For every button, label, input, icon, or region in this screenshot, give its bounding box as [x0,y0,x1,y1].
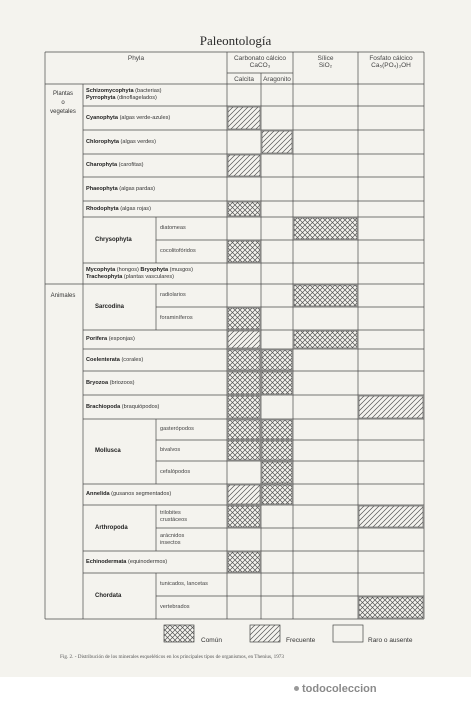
row-label-charo [86,162,144,169]
legend-rare-swatch [333,625,363,642]
cell-common-porif-2 [294,331,357,348]
row-label-porif [86,336,135,343]
kingdom-plantas [43,90,83,117]
legend-frequent-swatch [250,625,280,642]
phylum-name: Cyanophyta [86,114,119,121]
header-silice [293,55,358,69]
figure-caption: Fig. 2. - Distribución de los minerales esqueléticos en los principales tipos de organismos, en Thenius, 1973 [60,654,284,660]
row-label-schizo [86,88,162,95]
cell-frequent-chloro-1 [262,131,292,153]
cell-frequent-arth_a-3 [359,506,423,527]
phylum-name: Charophyta [86,162,118,168]
group-label-chord_a [95,593,121,600]
sub-label-chord_a [160,581,208,587]
sub-label-sarco_a [160,292,186,298]
cell-common-sarco_b-0 [228,308,260,329]
subgroup-name: insectos [160,539,181,546]
phylum-name: Schizomycophyta [86,88,134,94]
header-fosfato-formula: Ca₅(PO₄)₃OH [371,62,411,69]
cell-common-chryso_a-2 [294,218,357,239]
header-fosfato [358,55,424,69]
kingdom-animales: Animales [50,293,76,299]
cell-frequent-charo-0 [228,155,260,176]
phylum-name: Phaeophyta [86,185,118,192]
cell-frequent-porif-0 [228,331,260,348]
phylum-name: Echinodermata [86,558,127,565]
group-label-arth_a [95,525,128,532]
phylum-common-name: (plantas vasculares) [122,273,174,280]
group-label-sarco_a [95,304,124,311]
subgroup-name: diatomeas [160,225,186,231]
phylum-common-name: (hongos) [115,266,141,273]
phylum-name: Pyrrophyta [86,95,116,101]
header-aragonito: Aragonito [263,76,291,83]
header-carbonato [227,55,293,69]
phylum-common-name: (corales) [119,356,144,363]
group-label-chryso_a [95,237,132,244]
subgroup-name: foraminíferos [160,315,193,321]
phylum-common-name: (algas verdes) [118,138,156,145]
subgroup-name: trilobites [160,509,181,516]
row-label-cyano [86,115,170,122]
cell-common-sarco_a-2 [294,285,357,306]
cell-common-moll_a-1 [262,420,292,439]
subgroup-name: gasterópodos [160,426,194,432]
row-label-myco [86,267,193,274]
phylum-common-name: (algas rojas) [118,205,151,212]
sub-label-arth_b [160,533,184,539]
cell-common-moll_b-1 [262,441,292,460]
cell-common-echin-0 [228,552,260,572]
cell-frequent-brach-3 [359,396,423,418]
kingdom-plantas-line3: vegetales [50,109,76,115]
sub-label-chryso_b [160,248,196,254]
cell-frequent-cyano-0 [228,107,260,129]
header-fosfato-label: Fosfato cálcico [369,55,413,62]
subgroup-name: cocolitofóridos [160,248,196,254]
subgroup-name: arácnidos [160,532,185,539]
row-label-annel [86,491,171,498]
phylum-name: Annelida [86,491,110,497]
row-label-phaeo [86,186,155,193]
phylum-name: Rhodophyta [86,205,119,212]
legend-frequent-label: Frecuente [286,637,316,644]
row-label-bryo [86,380,135,387]
phylum-name: Porifera [86,336,108,342]
cell-common-moll_b-0 [228,441,260,460]
cell-common-coel-0 [228,350,260,370]
cell-common-moll_a-0 [228,420,260,439]
legend-rare-label: Raro o ausente [368,637,413,644]
sub-label-arth_a [160,510,181,516]
legend-common-swatch [164,625,194,642]
phylum-name: Mycophyta [86,266,116,273]
header-calcita: Calcita [234,76,254,83]
group-name: Chrysophyta [95,236,132,243]
header-silice-formula: SiO₂ [318,62,333,69]
row-label-schizo-line2 [86,95,157,102]
cell-common-rhodo-0 [228,202,260,216]
sub-label-moll_c [160,469,190,475]
footer-bar [0,677,471,711]
page-title: Paleontología [199,33,272,48]
header-silice-label: Sílice [317,55,334,62]
phylum-common-name: (carofitas) [117,162,144,168]
cell-common-coel-1 [262,350,292,370]
phylum-common-name: (algas pardas) [117,185,156,192]
subgroup-name: cefalópodos [160,469,191,475]
row-label-coel [86,357,143,364]
row-label-rhodo [86,206,151,213]
sub-label-chord_b [160,604,190,610]
header-phyla: Phyla [127,55,145,62]
phylum-name: Tracheophyta [86,273,123,280]
phylum-common-name: (musgos) [168,266,193,273]
group-label-moll_a [95,448,121,455]
header-carbonato-label: Carbonato cálcico [233,55,287,62]
cell-common-bryo-0 [228,372,260,394]
row-label-brach [86,404,159,411]
watermark-text: todocoleccion [302,683,377,695]
cell-frequent-annel-0 [228,485,260,504]
phylum-common-name: (bacterias) [133,88,162,94]
sub-label-chryso_a [160,225,186,231]
phylum-name: Coelenterata [86,356,120,363]
group-name: Chordata [95,592,122,599]
subgroup-name: bivalvos [160,447,181,453]
phylum-common-name: (esponjas) [107,336,135,342]
subgroup-name: crustáceos [160,516,188,523]
phylum-common-name: (gusanos segmentados) [109,491,172,497]
group-name: Sarcodina [95,303,125,310]
subgroup-name: radiolarios [160,292,186,298]
kingdom-plantas-line2: o [61,100,65,106]
sub-label-sarco_b [160,315,193,321]
phylum-common-name: (algas verde-azules) [118,114,171,121]
phylum-name: Brachiopoda [86,403,121,410]
cell-common-brach-0 [228,396,260,418]
subgroup-name: vertebrados [160,604,190,610]
phylum-common-name: (briozoos) [108,379,135,386]
row-label-myco-line2 [86,274,174,281]
sub-label-moll_b [160,447,180,453]
cell-common-chryso_b-0 [228,241,260,262]
legend-common-label: Común [201,637,222,644]
phylum-name: Bryophyta [140,266,169,273]
subgroup-name: tunicados, lancetas [160,581,208,587]
phylum-name: Bryozoa [86,379,109,386]
cell-common-moll_c-1 [262,462,292,483]
sub-label-arth_a-2 [160,517,187,523]
header-carbonato-formula: CaCO₃ [249,62,271,69]
cell-common-chord_b-3 [359,597,423,618]
cell-common-arth_a-0 [228,506,260,527]
phylum-name: Chlorophyta [86,138,119,145]
kingdom-plantas-line1: Plantas [52,91,73,97]
sub-label-moll_a [160,426,194,432]
phylum-common-name: (dinoflagelados) [115,95,157,101]
watermark-icon [294,686,299,691]
phylum-common-name: (braquiópodos) [120,403,160,410]
group-name: Arthropoda [95,524,128,531]
sub-label-arth_b-2 [160,540,181,546]
cell-common-bryo-1 [262,372,292,394]
row-label-echin [86,559,167,566]
row-label-chloro [86,139,156,146]
cell-common-annel-1 [262,485,292,504]
group-name: Mollusca [95,448,121,454]
phylum-common-name: (equinodermos) [126,558,168,565]
